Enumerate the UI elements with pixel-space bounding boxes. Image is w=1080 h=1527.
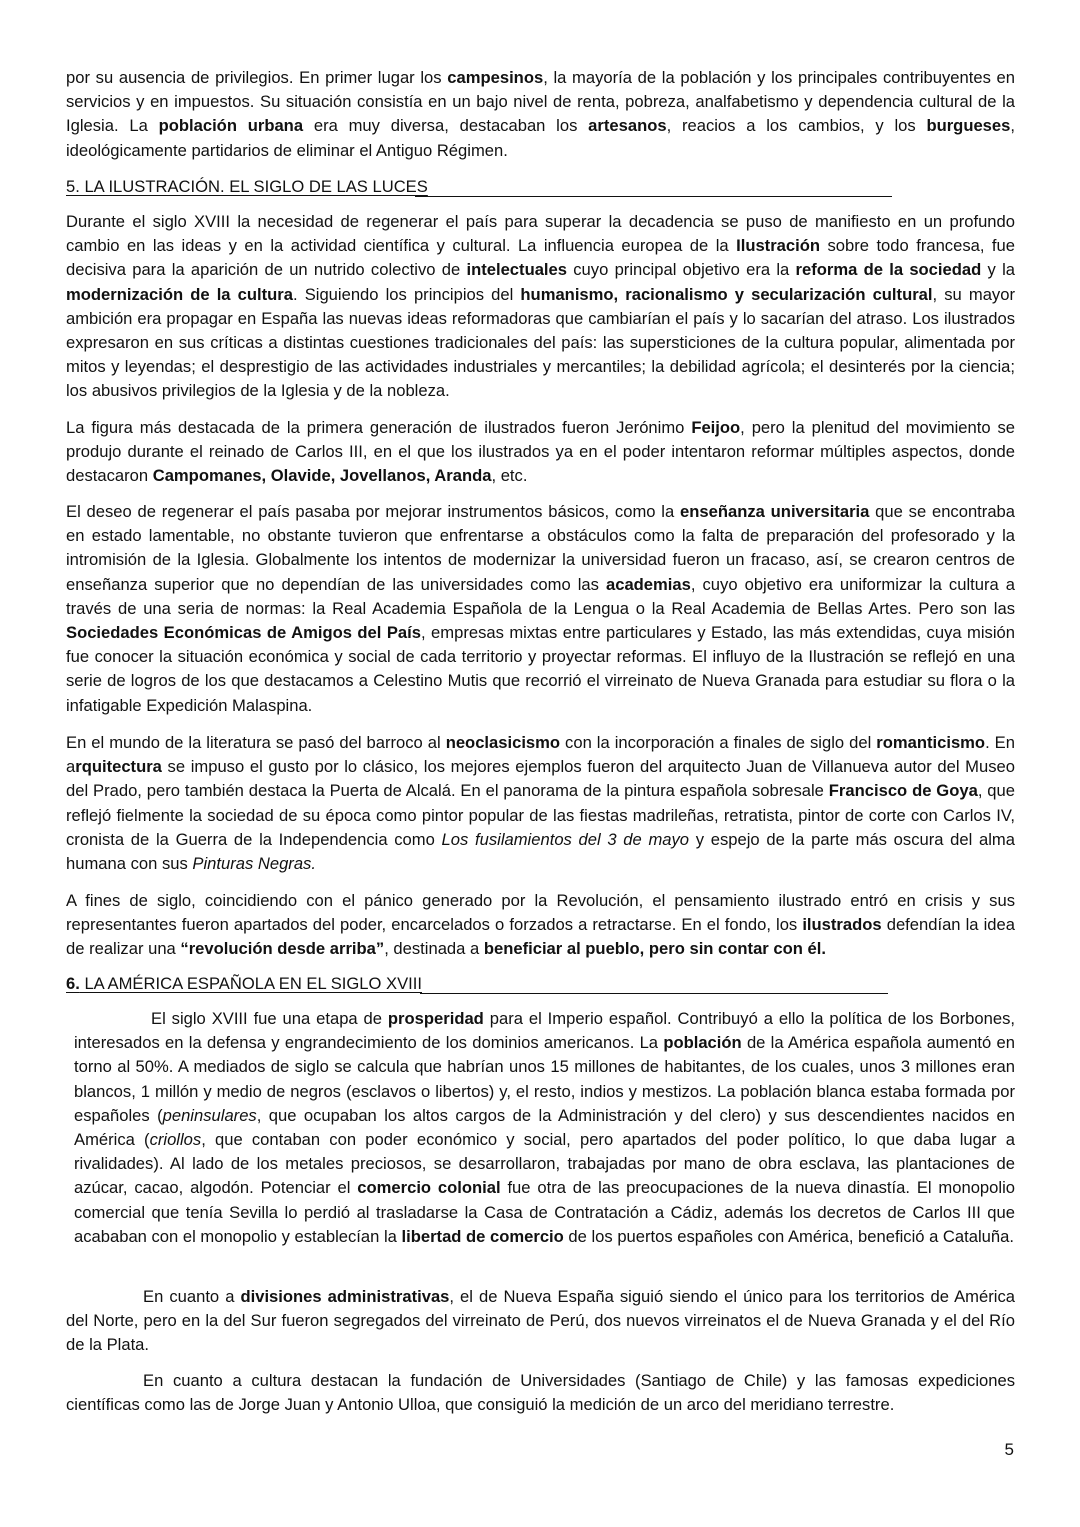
bold-text: academias (605, 574, 691, 594)
text-run: A fines de siglo, coincidiendo con el pánico generado por la Revolución, el pensamiento ilustrado entró en crisis y sus representantes fueron apartados del poder, encarcelados o forzados a retractarse. En el fondo, los (66, 891, 1015, 935)
text-run: defendían la idea de realizar una (66, 915, 1015, 959)
text-run: El siglo XVIII fue una etapa de (151, 1009, 388, 1028)
text-run: , empresas mixtas entre particulares y Estado, las más extendidas, cuya misión fue conocer la situación económica y social de cada territorio y proyectar reformas. El influyo de la Ilustración se reflejó en una serie de logros de los que destacamos a Celestino Mutis que recorrió el virreinato de Nueva Granada para estudiar su flora o la infatigable Expedición Malaspina. (66, 623, 1015, 715)
bold-text: Francisco de Goya (828, 781, 978, 801)
bold-text: ilustrados (802, 915, 882, 935)
bold-text: población (663, 1033, 742, 1053)
bold-text: Campomanes, Olavide, Jovellanos, Aranda (152, 466, 492, 486)
section-6-paragraph (66, 1369, 1015, 1417)
section-6-heading-number: 6. (66, 974, 80, 993)
section-5-heading (66, 176, 428, 198)
text-run: para el Imperio español. Contribuyó a ello la política de los Borbones, interesados en la defensa y engrandecimiento de los dominios americanos. La (74, 1009, 1015, 1053)
text-run: , la mayoría de la población y los principales contribuyentes en servicios y en impuestos. Su situación consistía en un bajo nivel de renta, pobreza, analfabetismo y dependencia cultural de la Iglesia. La (66, 68, 1016, 136)
section-5-paragraph (66, 500, 1015, 718)
bold-text: beneficiar al pueblo, pero sin contar con él. (483, 939, 826, 959)
text-run: , el de Nueva España siguió siendo el único para los territorios de América del Norte, pero en la del Sur fueron segregados del virreinato de Perú, dos nuevos virreinatos el de Nueva Granada y el del Río de la Plata. (66, 1287, 1015, 1355)
text-run: , que contaban con poder económico y social, pero apartados del poder político, lo que daba lugar a rivalidades). Al lado de los metales preciosos, se desarrollaron, trabajadas por mano de obra esclava, las plantaciones de azúcar, cacao, algodón. Potenciar el (74, 1130, 1015, 1198)
section-6-heading-rule (420, 993, 888, 994)
text-run: era muy diversa, destacaban los (303, 116, 589, 136)
bold-text: Ilustración (736, 236, 821, 256)
text-run: por su ausencia de privilegios. En primer lugar los (66, 68, 448, 87)
text-run: . Siguiendo los principios del (292, 284, 521, 304)
bold-text: Feijoo (691, 418, 741, 437)
text-run: En el mundo de la literatura se pasó del barroco al (66, 733, 446, 752)
italic-text: Pinturas Negras. (192, 854, 316, 874)
section-5-paragraph (66, 416, 1015, 489)
text-run: , su mayor ambición era propagar en España las nuevas ideas reformadoras que cambiarían el país y lo sacarían del atraso. Los ilustrados expresaron en sus críticas a distintas cuestiones tradicionales del país: las supersticiones de la cultura popular, alimentada por mitos y leyendas; el desprestigio de las actividades industriales y mercantiles; la debilidad agrícola; el desinterés por la ciencia; los abusivos privilegios de la Iglesia y de la nobleza. (66, 284, 1015, 401)
bold-text: prosperidad (387, 1009, 484, 1028)
bold-text: “revolución desde arriba” (180, 939, 385, 959)
bold-text: modernización de la cultura (66, 284, 293, 304)
bold-text: enseñanza universitaria (680, 502, 870, 521)
text-run: se impuso el gusto por lo clásico, los mejores ejemplos fueron del arquitecto Juan de Villanueva autor del Museo del Prado, pero también destaca la Puerta de Alcalá. En el panorama de la pintura española sobresale (66, 757, 1015, 801)
text-run: de la América española aumentó en torno al 50%. A mediados de siglo se calcula que habrían unos 15 millones de habitantes, de los cuales, unos 3 millones eran blancos, 1 millón y medio de negros (esclavos o libertos) y, el resto, indios y mestizos. La población blanca estaba formada por españoles ( (74, 1033, 1015, 1125)
bold-text: población urbana (158, 116, 304, 136)
bold-text: humanismo, racionalismo y secularización cultural (520, 284, 933, 304)
text-run: En cuanto a (143, 1287, 241, 1306)
text-run: , ideológicamente partidarios de eliminar el Antiguo Régimen. (66, 116, 1015, 160)
section-6-heading-text: LA AMÉRICA ESPAÑOLA EN EL SIGLO XVIII (79, 974, 422, 993)
bold-text: intelectuales (466, 260, 567, 280)
text-run: , pero la plenitud del movimiento se produjo durante el reinado de Carlos III, en el que los ilustrados ya en el poder intentaron reformar múltiples aspectos, donde destacaron (66, 418, 1015, 486)
text-run: cuyo principal objetivo era la (567, 260, 796, 280)
page-number: 5 (1004, 1440, 1014, 1459)
section-6-paragraph (66, 1285, 1015, 1358)
text-run: , que ocupaban los altos cargos de la Administración y del clero) y sus descendientes nacidos en América ( (74, 1105, 1015, 1150)
text-run: La figura más destacada de la primera generación de ilustrados fueron Jerónimo (66, 418, 692, 437)
bold-text: artesanos (588, 116, 667, 136)
bold-text: Sociedades Económicas de Amigos del País (66, 623, 421, 643)
text-run: y la (981, 260, 1015, 280)
intro-paragraph (66, 66, 1015, 163)
text-run: En cuanto a cultura destacan la fundación de Universidades (Santiago de Chile) y las famosas expediciones científicas como las de Jorge Juan y Antonio Ulloa, que consiguió la medición de un arco del meridiano terrestre. (66, 1371, 1015, 1415)
text-run: con la incorporación a finales de siglo del (560, 733, 877, 752)
section-5-paragraph (66, 210, 1015, 404)
italic-text: Los fusilamientos del 3 de mayo (441, 829, 690, 849)
text-run: , destinada a (384, 939, 484, 959)
italic-text: criollos (149, 1130, 202, 1150)
text-run: que se encontraba en estado lamentable, no obstante tuvieron que enfrentarse a obstáculos como la falta de preparación del profesorado y la intromisión de la Iglesia. Globalmente los intentos de modernizar la universidad fueron un fracaso, así, se crearon centros de enseñanza superior que no dependían de las universidades como las (66, 502, 1016, 594)
text-run: , reacios a los cambios, y los (666, 116, 927, 136)
text-run: Durante el siglo XVIII la necesidad de regenerar el país para superar la decadencia se puso de manifiesto en un profundo cambio en las ideas y en la actividad científica y cultural. La influencia europea de la (66, 212, 1015, 256)
bold-text: campesinos (447, 68, 544, 87)
text-run: El deseo de regenerar el país pasaba por mejorar instrumentos básicos, como la (66, 502, 681, 521)
section-5-heading-text: 5. LA ILUSTRACIÓN. EL SIGLO DE LAS LUCES (66, 177, 428, 196)
bold-text: reforma de la sociedad (795, 260, 982, 280)
text-run: fue otra de las preocupaciones de la nueva dinastía. El monopolio comercial que tenía Sevilla lo perdió al trasladarse la Casa de Contratación a Cádiz, además los decretos de Carlos III que acababan con el monopolio y establecían la (74, 1178, 1015, 1246)
section-6-paragraph (74, 1007, 1015, 1249)
text-run: de los puertos españoles con América, benefició a Cataluña. (563, 1226, 1014, 1246)
bold-text: comercio colonial (357, 1178, 501, 1198)
section-6-heading (66, 973, 422, 995)
text-run: . En a (66, 733, 1015, 777)
bold-text: neoclasicismo (445, 733, 561, 752)
bold-text: rquitectura (75, 757, 162, 777)
section-5-paragraph (66, 731, 1015, 876)
bold-text: burgueses (926, 116, 1011, 136)
bold-text: romanticismo (876, 733, 986, 752)
section-5-heading-rule (415, 196, 892, 197)
bold-text: libertad de comercio (401, 1226, 564, 1246)
text-run: , etc. (491, 466, 528, 486)
text-run: sobre todo francesa, fue decisiva para la aparición de un nutrido colectivo de (66, 236, 1015, 280)
section-5-paragraph (66, 889, 1015, 962)
text-run: y espejo de la parte más oscura del alma humana con sus (66, 829, 1015, 874)
bold-text: divisiones administrativas (240, 1287, 450, 1306)
italic-text: peninsulares (162, 1105, 257, 1125)
text-run: , cuyo objetivo era uniformizar la cultura a través de una seria de normas: la Real Academia Española de la Lengua o la Real Academia de Bellas Artes. Pero son las (66, 574, 1015, 618)
text-run: , que reflejó fielmente la sociedad de su época como pintor popular de las fiestas madrileñas, retratista, pintor de corte con Carlos IV, cronista de la Guerra de la Independencia como (66, 781, 1015, 849)
